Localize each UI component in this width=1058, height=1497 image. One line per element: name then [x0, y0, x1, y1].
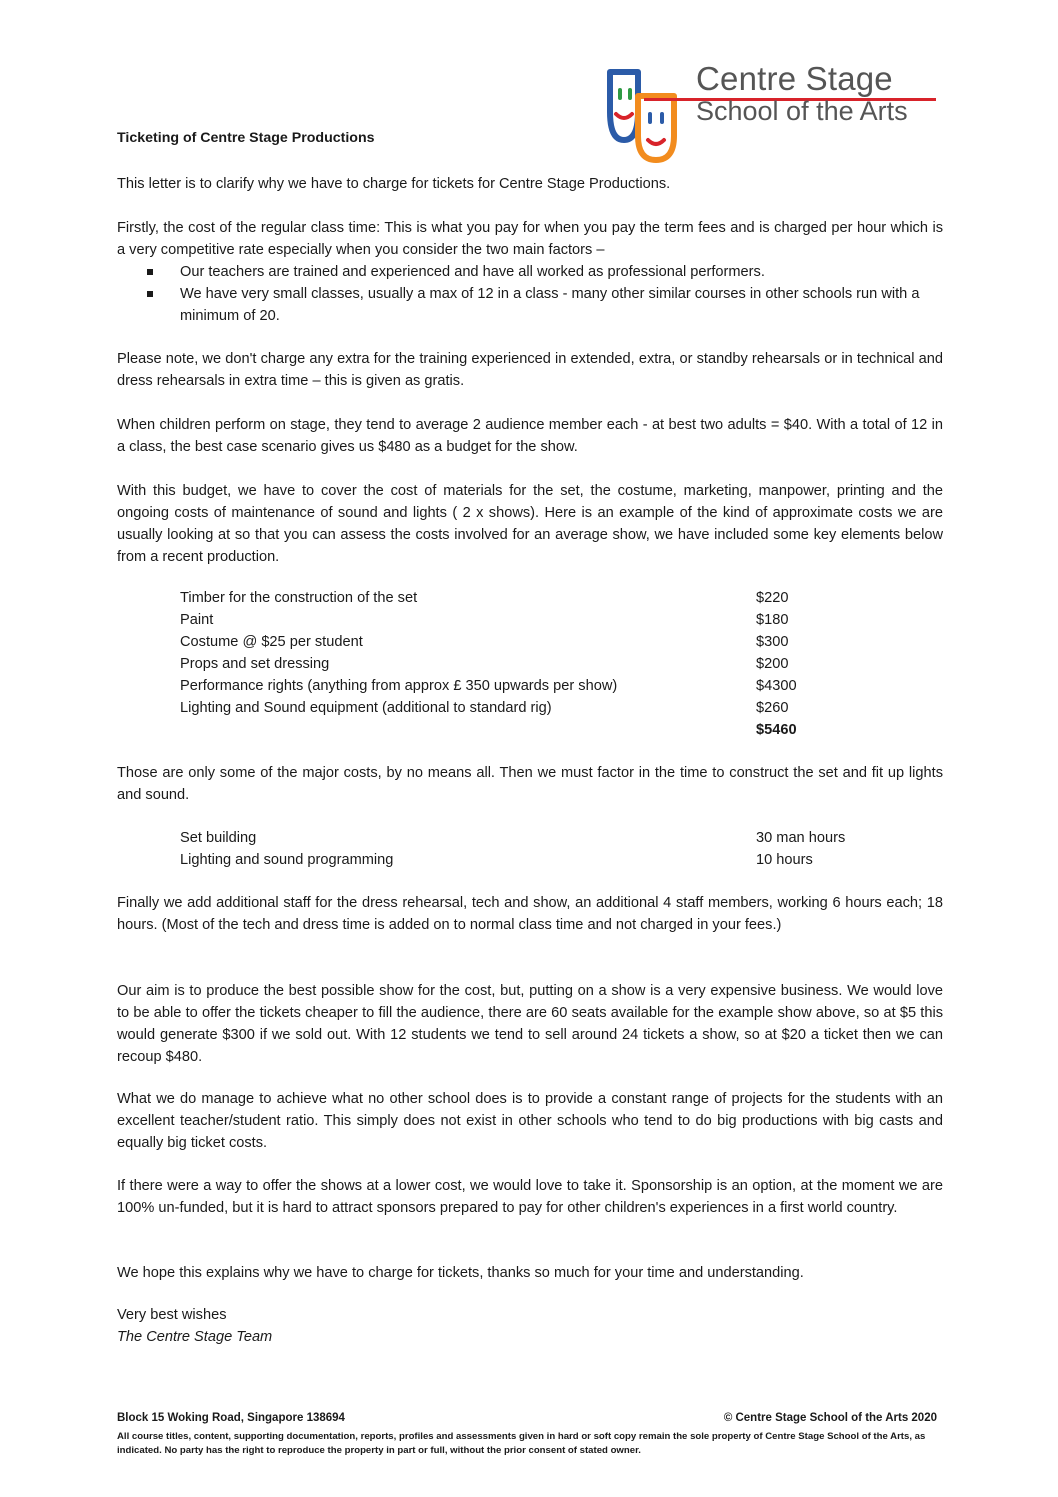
cost-table	[180, 587, 860, 741]
footer-legal-notice: All course titles, content, supporting documentation, reports, profiles and assessments given in hard or soft copy remain the sole property of Centre Stage School of the Arts, as indicated. No party has the right to reproduce the property in part or full, without the prior consent of stated owner.	[117, 1431, 926, 1456]
signoff-greeting: Very best wishes	[117, 1307, 227, 1323]
footer-copyright: © Centre Stage School of the Arts 2020	[723, 1412, 937, 1424]
school-logo	[604, 56, 944, 164]
bullet-icon	[147, 291, 153, 297]
letter-title: Ticketing of Centre Stage Productions	[117, 130, 375, 146]
paragraph-aim: Our aim is to produce the best possible show for the cost, but, putting on a show is a very expensive business. We would love to be able to offer the tickets cheaper to fill the audience, there are 60 seats available for the example show above, so at $5 this would generate $300 if we sold out. With 12 students we tend to sell around 24 tickets a show, so at $20 a ticket then we can recoup $480.	[117, 983, 943, 1065]
paragraph-costs: With this budget, we have to cover the cost of materials for the set, the costume, marketing, manpower, printing and the ongoing costs of maintenance of sound and lights ( 2 x shows). Here is an example of the kind of approximate costs we are usually looking at so that you can assess the costs involved for an average show, we have included some key elements below from a recent production.	[117, 483, 943, 565]
signoff	[117, 1304, 272, 1348]
paragraph-class-time: Firstly, the cost of the regular class time: This is what you pay for when you pay the term fees and is charged per hour which is a very competitive rate especially when you consider the two main factors –	[117, 220, 943, 258]
footer-address: Block 15 Woking Road, Singapore 138694	[117, 1412, 345, 1424]
logo-text-line1: Centre Stage	[696, 60, 893, 97]
table-row: Timber for the construction of the set $220	[180, 590, 789, 606]
paragraph-sponsorship: If there were a way to offer the shows at a lower cost, we would love to take it. Sponsorship is an option, at the moment we are 100% un-funded, but it is hard to attract sponsors prepared to pay for other children's experiences in a first world country.	[117, 1178, 943, 1216]
table-row: Costume @ $25 per student $300	[180, 634, 789, 650]
logo-text-line2: School of the Arts	[696, 96, 908, 126]
bullet-icon	[147, 269, 153, 275]
paragraph-ratio: What we do manage to achieve what no other school does is to provide a constant range of projects for the students with an excellent teacher/student ratio. This simply does not exist in other schools who tend to do big productions with big casts and equally big ticket costs.	[117, 1091, 943, 1151]
table-row: Lighting and Sound equipment (additional to standard rig) $260	[180, 700, 789, 716]
hours-table	[180, 827, 860, 871]
table-row: Paint $180	[180, 612, 789, 628]
table-row: Props and set dressing $200	[180, 656, 789, 672]
table-row: Lighting and sound programming 10 hours	[180, 852, 813, 868]
paragraph-staff: Finally we add additional staff for the dress rehearsal, tech and show, an additional 4 staff members, working 6 hours each; 18 hours. (Most of the tech and dress time is added on to normal class time and not charged in your fees.)	[117, 895, 943, 933]
factor-list	[117, 261, 943, 327]
theatre-masks-icon	[604, 56, 704, 164]
list-item: Our teachers are trained and experienced and have all worked as professional performers.	[117, 261, 943, 283]
table-row: Set building 30 man hours	[180, 830, 846, 846]
signoff-team: The Centre Stage Team	[117, 1329, 273, 1345]
list-item: We have very small classes, usually a max of 12 in a class - many other similar courses in other schools run with a minimum of 20.	[117, 283, 943, 327]
table-row: Performance rights (anything from approx £ 350 upwards per show) $4300	[180, 678, 797, 694]
paragraph-intro: This letter is to clarify why we have to charge for tickets for Centre Stage Productions.	[117, 176, 671, 192]
cost-total: $5460	[756, 722, 797, 738]
paragraph-thanks: We hope this explains why we have to charge for tickets, thanks so much for your time and understanding.	[117, 1265, 804, 1281]
table-row-total	[180, 719, 860, 741]
paragraph-budget: When children perform on stage, they tend to average 2 audience member each - at best two adults = $40. With a total of 12 in a class, the best case scenario gives us $480 as a budget for the show.	[117, 417, 943, 455]
paragraph-gratis: Please note, we don't charge any extra for the training experienced in extended, extra, or standby rehearsals or in technical and dress rehearsals in extra time – this is given as gratis.	[117, 351, 943, 389]
paragraph-major-costs: Those are only some of the major costs, by no means all. Then we must factor in the time to construct the set and fit up lights and sound.	[117, 765, 943, 803]
